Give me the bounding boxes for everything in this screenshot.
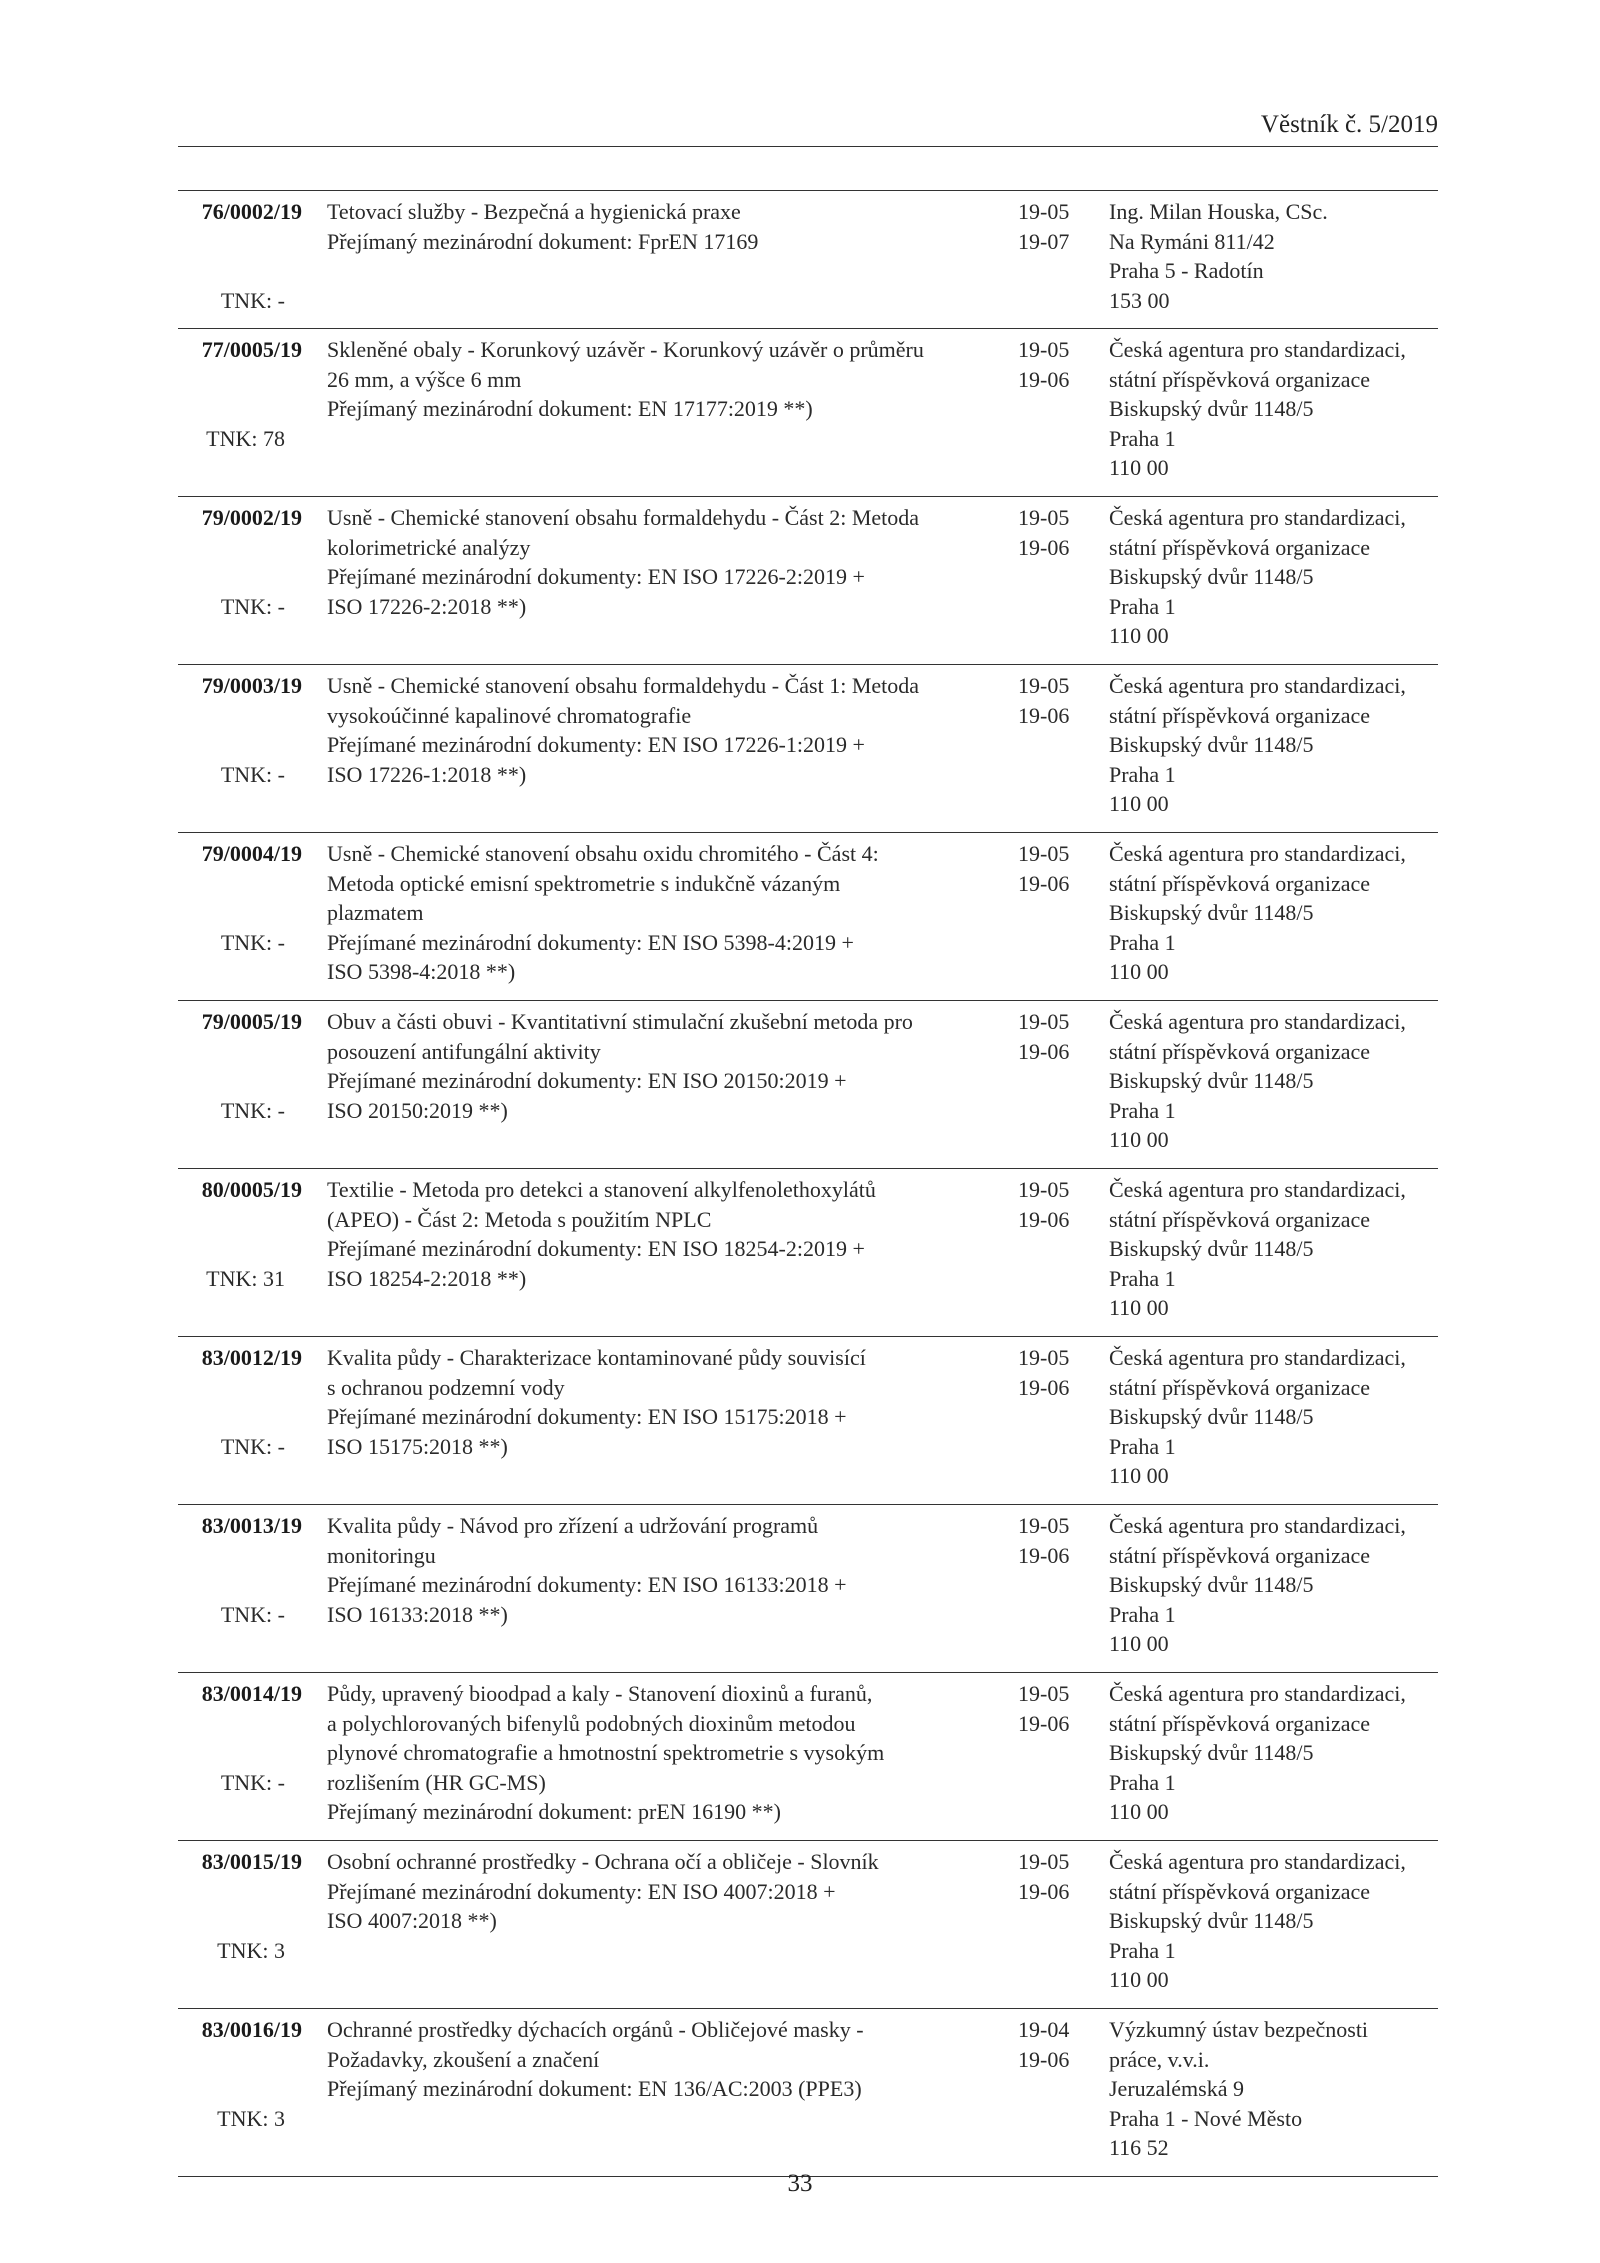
- title-line: (APEO) - Část 2: Metoda s použitím NPLC: [327, 1206, 712, 1232]
- title-cell: [327, 1847, 887, 1936]
- title-line: Obuv a části obuvi - Kvantitativní stimulační zkušební metoda pro: [327, 1009, 913, 1034]
- title-line: plynové chromatografie a hmotnostní spektrometrie s vysokým: [327, 1740, 885, 1765]
- address-cell: [1109, 1007, 1439, 1155]
- address-line: 116 52: [1109, 2135, 1169, 2160]
- address-cell: [1109, 2015, 1439, 2163]
- title-cell: [327, 839, 887, 987]
- table-row: [178, 1841, 1438, 2009]
- page-header: [178, 110, 1438, 147]
- document-number: 80/0005/19: [201, 1177, 302, 1202]
- tnk-label: TNK: -: [220, 1433, 285, 1459]
- tnk-label: TNK: 3: [217, 1937, 285, 1963]
- address-line: Praha 1: [1109, 761, 1176, 787]
- address-cell: [1109, 1175, 1439, 1323]
- title-line: s ochranou podzemní vody: [327, 1374, 565, 1400]
- table-row: [178, 1673, 1438, 1841]
- title-line: Přejímaný mezinárodní dokument: FprEN 17169: [327, 228, 759, 254]
- address-cell: [1109, 503, 1439, 651]
- date-line: 19-07: [1018, 228, 1070, 254]
- title-line: Tetovací služby - Bezpečná a hygienická praxe: [327, 199, 741, 224]
- dates-cell: [1018, 1679, 1084, 1738]
- address-line: Praha 1: [1109, 1769, 1176, 1795]
- title-line: Přejímané mezinárodní dokumenty: EN ISO 15175:2018 +: [327, 1404, 847, 1429]
- title-cell: [327, 1007, 913, 1125]
- address-line: Česká agentura pro standardizaci,: [1109, 1849, 1406, 1874]
- title-cell: [327, 1175, 887, 1293]
- title-cell: [327, 197, 887, 256]
- address-line: státní příspěvková organizace: [1109, 870, 1371, 896]
- dates-cell: [1018, 1007, 1084, 1066]
- title-line: Přejímané mezinárodní dokumenty: EN ISO 16133:2018 +: [327, 1572, 847, 1597]
- title-line: Přejímaný mezinárodní dokument: EN 17177:2019 **): [327, 396, 813, 421]
- title-line: vysokoúčinné kapalinové chromatografie: [327, 702, 692, 728]
- date-line: 19-06: [1018, 1878, 1070, 1904]
- address-line: 110 00: [1109, 623, 1169, 648]
- date-line: 19-05: [1018, 1009, 1070, 1034]
- address-line: státní příspěvková organizace: [1109, 1038, 1371, 1064]
- date-line: 19-06: [1018, 2046, 1070, 2072]
- address-line: Praha 1: [1109, 1433, 1176, 1459]
- table-row: [178, 833, 1438, 1001]
- date-line: 19-06: [1018, 702, 1070, 728]
- address-line: Praha 1: [1109, 929, 1176, 955]
- table-row: [178, 329, 1438, 497]
- title-line: ISO 17226-1:2018 **): [327, 761, 527, 787]
- journal-title: Věstník č. 5/2019: [1260, 111, 1438, 138]
- title-line: Usně - Chemické stanovení obsahu formaldehydu - Část 2: Metoda: [327, 505, 920, 530]
- title-line: ISO 16133:2018 **): [327, 1601, 508, 1627]
- title-line: Usně - Chemické stanovení obsahu formaldehydu - Část 1: Metoda: [327, 673, 920, 698]
- dates-cell: [1018, 335, 1084, 394]
- title-line: Přejímané mezinárodní dokumenty: EN ISO 5398-4:2019 +: [327, 929, 854, 955]
- tnk-label: TNK: -: [220, 1097, 285, 1123]
- address-line: Praha 5 - Radotín: [1109, 258, 1264, 283]
- table-row: [178, 497, 1438, 665]
- table-row: [178, 1001, 1438, 1169]
- address-line: státní příspěvková organizace: [1109, 366, 1371, 392]
- title-line: ISO 17226-2:2018 **): [327, 593, 527, 619]
- title-line: ISO 5398-4:2018 **): [327, 959, 516, 984]
- tnk-label: TNK: 31: [206, 1265, 285, 1291]
- address-line: Praha 1: [1109, 1601, 1176, 1627]
- table-row: [178, 1337, 1438, 1505]
- address-line: Výzkumný ústav bezpečnosti: [1109, 2017, 1369, 2042]
- address-line: 110 00: [1109, 1127, 1169, 1152]
- address-line: Česká agentura pro standardizaci,: [1109, 841, 1406, 866]
- dates-cell: [1018, 1343, 1084, 1402]
- date-line: 19-05: [1018, 1681, 1070, 1706]
- tnk-label: TNK: -: [220, 761, 285, 787]
- table-row: [178, 2009, 1438, 2177]
- tnk-label: TNK: -: [220, 287, 285, 313]
- address-line: Česká agentura pro standardizaci,: [1109, 1009, 1406, 1034]
- address-line: Biskupský dvůr 1148/5: [1109, 900, 1314, 925]
- date-line: 19-05: [1018, 1177, 1070, 1202]
- document-number: 79/0003/19: [201, 673, 302, 698]
- date-line: 19-05: [1018, 673, 1070, 698]
- title-line: monitoringu: [327, 1542, 436, 1568]
- address-cell: [1109, 1343, 1439, 1491]
- address-line: Jeruzalémská 9: [1109, 2076, 1244, 2101]
- address-cell: [1109, 1679, 1439, 1827]
- title-line: Přejímané mezinárodní dokumenty: EN ISO 20150:2019 +: [327, 1068, 847, 1093]
- dates-cell: [1018, 671, 1084, 730]
- date-line: 19-06: [1018, 1374, 1070, 1400]
- title-line: Požadavky, zkoušení a značení: [327, 2046, 600, 2072]
- address-line: Biskupský dvůr 1148/5: [1109, 1572, 1314, 1597]
- table-row: [178, 1505, 1438, 1673]
- date-line: 19-05: [1018, 199, 1070, 224]
- address-cell: [1109, 335, 1439, 483]
- address-line: 110 00: [1109, 791, 1169, 816]
- address-cell: [1109, 197, 1439, 315]
- title-line: ISO 20150:2019 **): [327, 1097, 508, 1123]
- address-line: Česká agentura pro standardizaci,: [1109, 337, 1406, 362]
- date-line: 19-06: [1018, 1206, 1070, 1232]
- address-line: 110 00: [1109, 1799, 1169, 1824]
- address-line: 110 00: [1109, 1463, 1169, 1488]
- title-line: Textilie - Metoda pro detekci a stanovení alkylfenolethoxylátů: [327, 1177, 876, 1202]
- address-line: Biskupský dvůr 1148/5: [1109, 564, 1314, 589]
- address-line: Ing. Milan Houska, CSc.: [1109, 199, 1328, 224]
- title-cell: [327, 1511, 887, 1629]
- document-number: 79/0002/19: [201, 505, 302, 530]
- title-line: ISO 18254-2:2018 **): [327, 1265, 527, 1291]
- document-number: 83/0016/19: [201, 2017, 302, 2042]
- title-line: Osobní ochranné prostředky - Ochrana očí a obličeje - Slovník: [327, 1849, 879, 1874]
- document-number: 77/0005/19: [201, 337, 302, 362]
- date-line: 19-05: [1018, 337, 1070, 362]
- table-row: [178, 665, 1438, 833]
- title-line: Půdy, upravený bioodpad a kaly - Stanovení dioxinů a furanů,: [327, 1681, 873, 1706]
- dates-cell: [1018, 197, 1084, 256]
- address-line: státní příspěvková organizace: [1109, 534, 1371, 560]
- document-number: 83/0013/19: [201, 1513, 302, 1538]
- address-line: Praha 1: [1109, 1937, 1176, 1963]
- address-line: práce, v.v.i.: [1109, 2046, 1210, 2072]
- standards-table: [178, 190, 1438, 2177]
- address-line: 110 00: [1109, 1631, 1169, 1656]
- title-line: a polychlorovaných bifenylů podobných dioxinům metodou: [327, 1710, 856, 1736]
- date-line: 19-06: [1018, 1542, 1070, 1568]
- dates-cell: [1018, 1847, 1084, 1906]
- address-line: Česká agentura pro standardizaci,: [1109, 1177, 1406, 1202]
- title-line: Kvalita půdy - Návod pro zřízení a udržování programů: [327, 1513, 819, 1538]
- address-line: Česká agentura pro standardizaci,: [1109, 1681, 1406, 1706]
- address-line: Česká agentura pro standardizaci,: [1109, 1345, 1406, 1370]
- address-line: 110 00: [1109, 1295, 1169, 1320]
- date-line: 19-05: [1018, 841, 1070, 866]
- title-cell: [327, 2015, 887, 2104]
- title-line: Kvalita půdy - Charakterizace kontaminované půdy souvisící: [327, 1345, 866, 1370]
- dates-cell: [1018, 839, 1084, 898]
- address-cell: [1109, 671, 1439, 819]
- address-line: Biskupský dvůr 1148/5: [1109, 396, 1314, 421]
- title-line: rozlišením (HR GC-MS): [327, 1769, 546, 1795]
- address-line: státní příspěvková organizace: [1109, 1878, 1371, 1904]
- document-number: 79/0005/19: [201, 1009, 302, 1034]
- address-line: Biskupský dvůr 1148/5: [1109, 732, 1314, 757]
- title-line: Přejímané mezinárodní dokumenty: EN ISO 4007:2018 +: [327, 1878, 836, 1904]
- title-cell: [327, 671, 920, 789]
- document-number: 79/0004/19: [201, 841, 302, 866]
- title-line: Přejímaný mezinárodní dokument: EN 136/AC:2003 (PPE3): [327, 2076, 862, 2101]
- title-line: Skleněné obaly - Korunkový uzávěr - Korunkový uzávěr o průměru: [327, 337, 924, 362]
- page-number: 33: [787, 2170, 813, 2197]
- date-line: 19-06: [1018, 1710, 1070, 1736]
- table-row: [178, 191, 1438, 329]
- title-line: Přejímaný mezinárodní dokument: prEN 16190 **): [327, 1799, 781, 1824]
- title-line: Metoda optické emisní spektrometrie s indukčně vázaným: [327, 870, 841, 896]
- address-cell: [1109, 1847, 1439, 1995]
- date-line: 19-05: [1018, 1345, 1070, 1370]
- title-cell: [327, 335, 924, 424]
- tnk-label: TNK: 3: [217, 2105, 285, 2131]
- dates-cell: [1018, 2015, 1084, 2074]
- title-line: kolorimetrické analýzy: [327, 534, 531, 560]
- title-line: ISO 4007:2018 **): [327, 1908, 497, 1933]
- tnk-label: TNK: -: [220, 929, 285, 955]
- address-line: Biskupský dvůr 1148/5: [1109, 1404, 1314, 1429]
- address-line: Česká agentura pro standardizaci,: [1109, 1513, 1406, 1538]
- tnk-label: TNK: -: [220, 1769, 285, 1795]
- address-line: Česká agentura pro standardizaci,: [1109, 673, 1406, 698]
- address-line: státní příspěvková organizace: [1109, 1206, 1371, 1232]
- address-cell: [1109, 839, 1439, 987]
- address-line: Česká agentura pro standardizaci,: [1109, 505, 1406, 530]
- title-line: Přejímané mezinárodní dokumenty: EN ISO 17226-1:2019 +: [327, 732, 865, 757]
- title-line: Přejímané mezinárodní dokumenty: EN ISO 17226-2:2019 +: [327, 564, 865, 589]
- title-cell: [327, 503, 920, 621]
- title-line: Přejímané mezinárodní dokumenty: EN ISO 18254-2:2019 +: [327, 1236, 865, 1261]
- address-line: Praha 1: [1109, 593, 1176, 619]
- address-line: 153 00: [1109, 287, 1170, 313]
- dates-cell: [1018, 1175, 1084, 1234]
- date-line: 19-06: [1018, 1038, 1070, 1064]
- dates-cell: [1018, 503, 1084, 562]
- address-line: Biskupský dvůr 1148/5: [1109, 1908, 1314, 1933]
- date-line: 19-05: [1018, 1513, 1070, 1538]
- address-line: Biskupský dvůr 1148/5: [1109, 1236, 1314, 1261]
- address-line: státní příspěvková organizace: [1109, 1710, 1371, 1736]
- address-line: Na Rymáni 811/42: [1109, 228, 1275, 254]
- address-line: Praha 1: [1109, 1265, 1176, 1291]
- address-line: Biskupský dvůr 1148/5: [1109, 1740, 1314, 1765]
- title-line: posouzení antifungální aktivity: [327, 1038, 601, 1064]
- address-line: Biskupský dvůr 1148/5: [1109, 1068, 1314, 1093]
- address-cell: [1109, 1511, 1439, 1659]
- date-line: 19-06: [1018, 534, 1070, 560]
- table-row: [178, 1169, 1438, 1337]
- tnk-label: TNK: -: [220, 1601, 285, 1627]
- title-cell: [327, 1679, 887, 1827]
- dates-cell: [1018, 1511, 1084, 1570]
- address-line: státní příspěvková organizace: [1109, 702, 1371, 728]
- document-number: 76/0002/19: [201, 199, 302, 224]
- document-number: 83/0012/19: [201, 1345, 302, 1370]
- date-line: 19-05: [1018, 505, 1070, 530]
- address-line: státní příspěvková organizace: [1109, 1542, 1371, 1568]
- title-line: 26 mm, a výšce 6 mm: [327, 366, 522, 392]
- date-line: 19-05: [1018, 1849, 1070, 1874]
- date-line: 19-06: [1018, 870, 1070, 896]
- address-line: státní příspěvková organizace: [1109, 1374, 1371, 1400]
- date-line: 19-04: [1018, 2017, 1070, 2042]
- address-line: Praha 1: [1109, 425, 1176, 451]
- title-cell: [327, 1343, 887, 1461]
- title-line: Ochranné prostředky dýchacích orgánů - Obličejové masky -: [327, 2017, 864, 2042]
- document-number: 83/0014/19: [201, 1681, 302, 1706]
- date-line: 19-06: [1018, 366, 1070, 392]
- tnk-label: TNK: -: [220, 593, 285, 619]
- title-line: Usně - Chemické stanovení obsahu oxidu chromitého - Část 4:: [327, 841, 879, 866]
- tnk-label: TNK: 78: [206, 425, 285, 451]
- title-line: plazmatem: [327, 900, 424, 925]
- address-line: 110 00: [1109, 455, 1169, 480]
- address-line: Praha 1 - Nové Město: [1109, 2105, 1303, 2131]
- address-line: 110 00: [1109, 1967, 1169, 1992]
- address-line: Praha 1: [1109, 1097, 1176, 1123]
- title-line: ISO 15175:2018 **): [327, 1433, 508, 1459]
- address-line: 110 00: [1109, 959, 1169, 984]
- document-number: 83/0015/19: [201, 1849, 302, 1874]
